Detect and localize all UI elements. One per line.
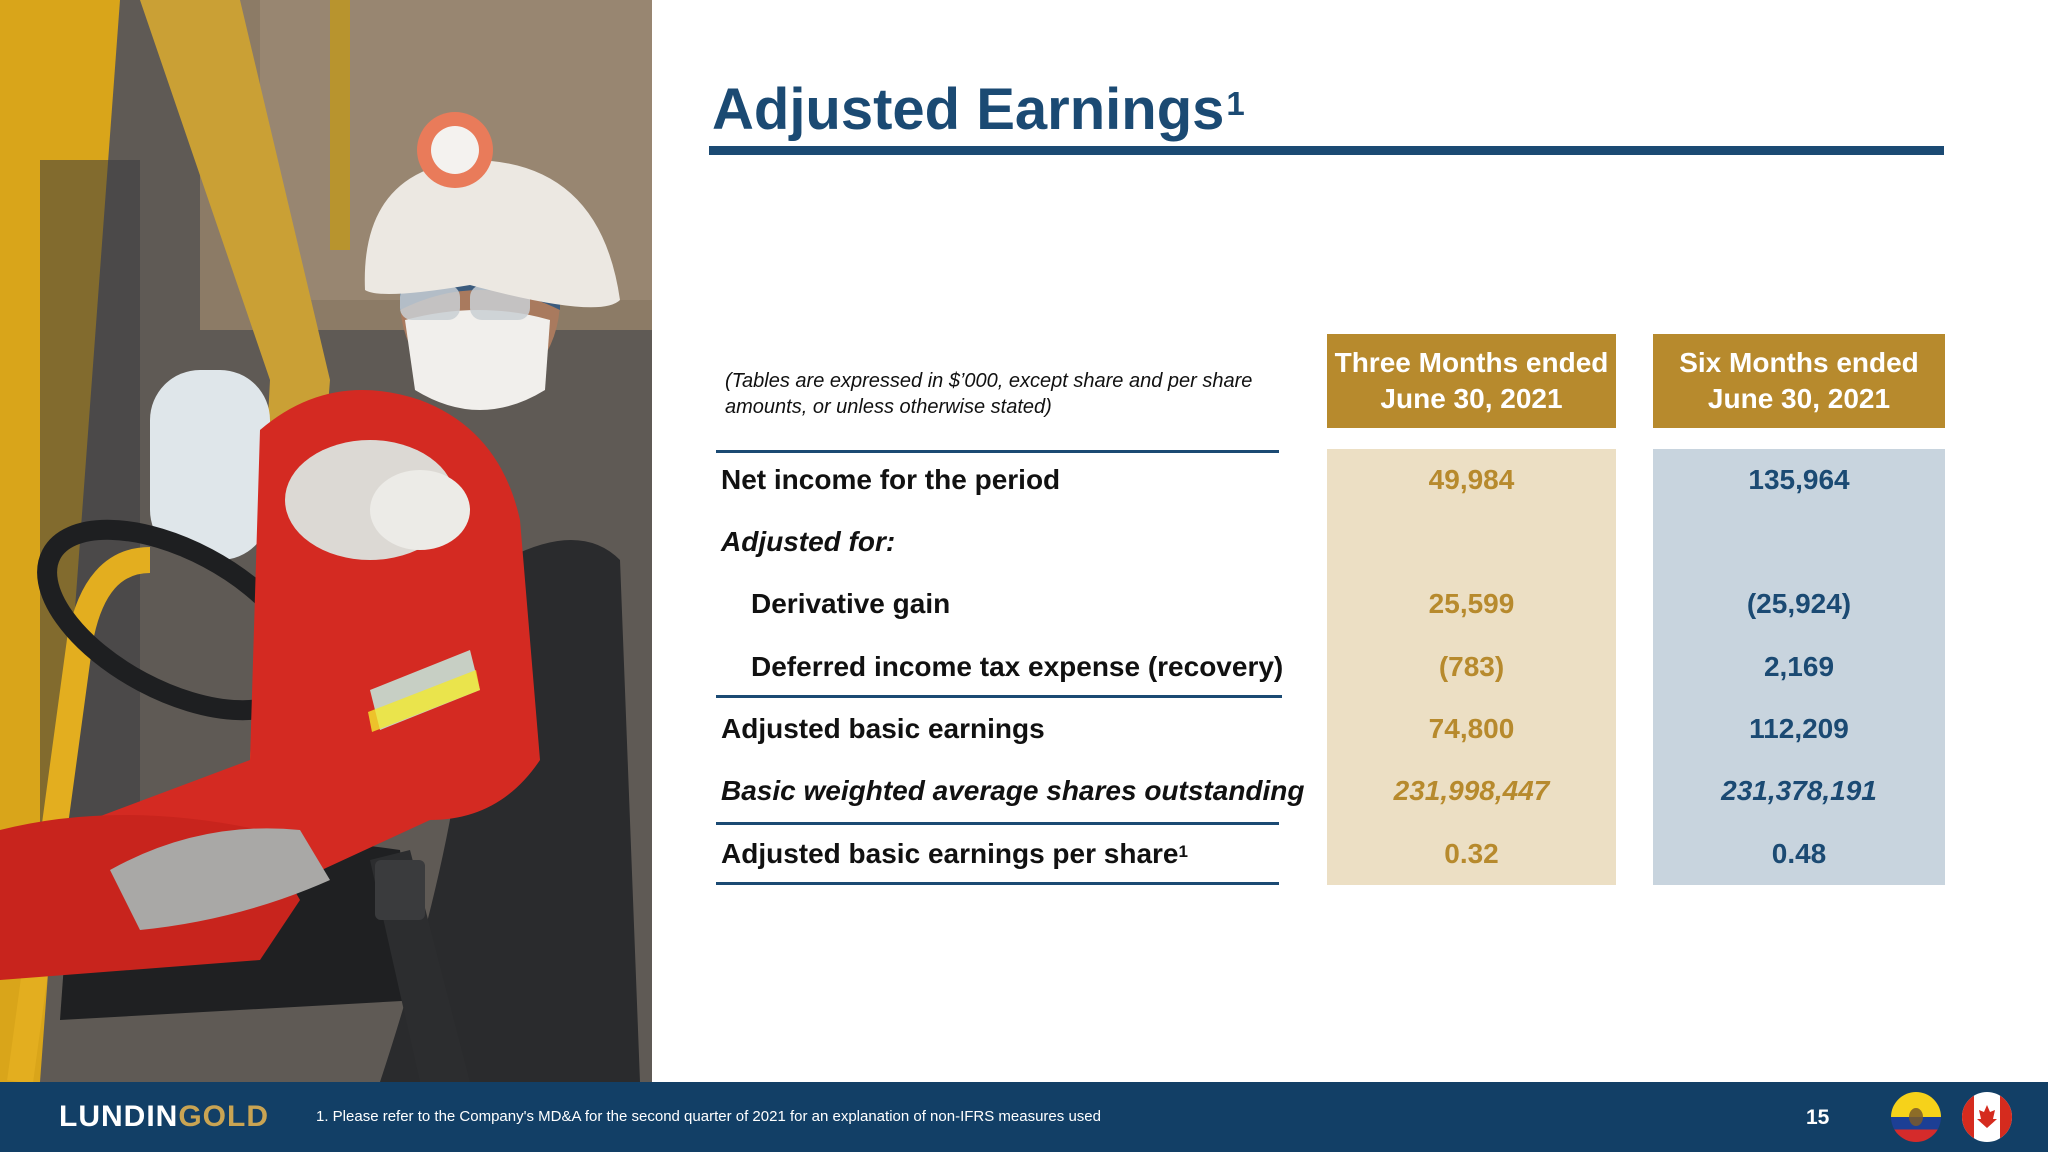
logo-text-gold: GOLD <box>178 1100 269 1133</box>
page-number: 15 <box>1806 1106 1830 1129</box>
eps-footnote-marker: 1 <box>1178 842 1188 861</box>
table-top-rule <box>716 450 1279 453</box>
table-bottom-rule <box>716 882 1279 885</box>
cell-adjusted-earnings-three-months: 74,800 <box>1428 713 1515 744</box>
cell-weighted-shares-three-months: 231,998,447 <box>1393 775 1550 806</box>
canada-flag-icon <box>1962 1092 2012 1142</box>
table-units-note: (Tables are expressed in $’000, except share and per share amounts, or unless otherwise stated) <box>725 370 1253 418</box>
column-header-line: Six Months ended <box>1679 347 1919 378</box>
row-label-deferred-tax: Deferred income tax expense (recovery) <box>751 651 1284 682</box>
title-underline <box>709 146 1944 155</box>
cell-eps-six-months: 0.48 <box>1771 838 1827 869</box>
row-label-adjusted-for: Adjusted for: <box>721 526 896 557</box>
cell-weighted-shares-six-months: 231,378,191 <box>1721 775 1877 806</box>
column-header-line: Three Months ended <box>1334 347 1609 378</box>
row-label-adjusted-basic-earnings: Adjusted basic earnings <box>721 713 1045 744</box>
row-label-net-income: Net income for the period <box>721 464 1061 495</box>
column-header-three-months <box>1327 334 1616 428</box>
miner-photo <box>0 0 652 1082</box>
subtotal-rule <box>716 695 1282 698</box>
shares-rule <box>716 822 1279 825</box>
row-label-weighted-shares: Basic weighted average shares outstanding <box>721 775 1305 806</box>
cell-net-income-three-months: 49,984 <box>1428 464 1515 495</box>
cell-deferred-tax-three-months: (783) <box>1438 651 1505 682</box>
row-label-eps-text: Adjusted basic earnings per share <box>721 838 1179 869</box>
cell-net-income-six-months: 135,964 <box>1748 464 1850 495</box>
page-title <box>712 74 1245 146</box>
cell-eps-three-months: 0.32 <box>1444 838 1499 869</box>
row-label-earnings-per-share <box>721 834 1188 874</box>
lundin-gold-logo <box>59 1098 269 1136</box>
footer-bar <box>0 1082 2048 1152</box>
column-header-six-months <box>1653 334 1945 428</box>
cell-derivative-gain-six-months: (25,924) <box>1746 588 1852 619</box>
footnote: 1. Please refer to the Company's MD&A for the second quarter of 2021 for an explanation of non-IFRS measures used <box>316 1108 1101 1125</box>
cell-deferred-tax-six-months: 2,169 <box>1763 651 1835 682</box>
page-title-text: Adjusted Earnings <box>712 77 1225 142</box>
logo-text-lundin: LUNDIN <box>59 1100 179 1133</box>
column-header-line: June 30, 2021 <box>1707 383 1891 414</box>
row-label-derivative-gain: Derivative gain <box>751 588 951 619</box>
title-footnote-marker: 1 <box>1226 85 1245 122</box>
cell-adjusted-earnings-six-months: 112,209 <box>1749 713 1849 744</box>
ecuador-flag-icon <box>1891 1092 1941 1142</box>
column-header-line: June 30, 2021 <box>1380 383 1563 414</box>
cell-derivative-gain-three-months: 25,599 <box>1428 588 1515 619</box>
